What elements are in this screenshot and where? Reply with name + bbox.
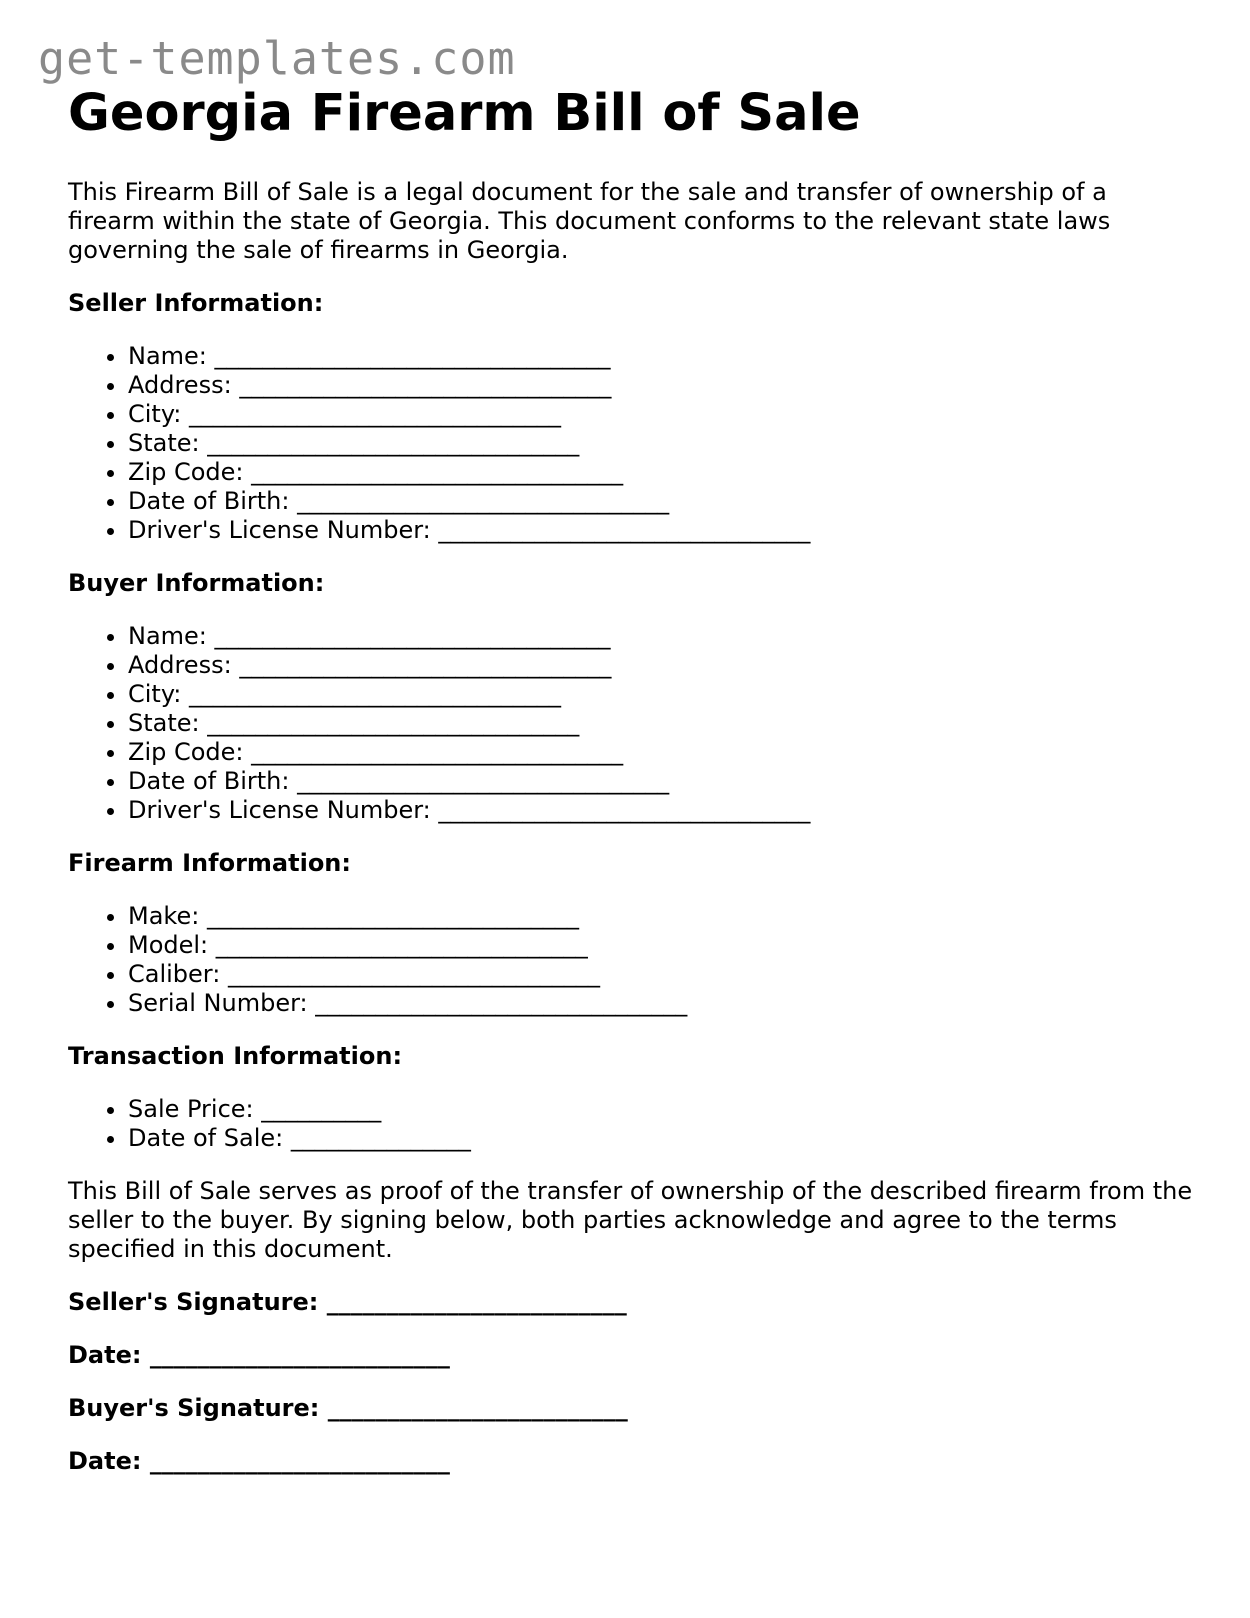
field-blank[interactable]: _______________________________ bbox=[297, 767, 670, 795]
buyer-signature-line[interactable] bbox=[68, 1394, 1198, 1423]
field-label: Zip Code: bbox=[128, 738, 244, 766]
signature-blank[interactable]: _________________________ bbox=[327, 1394, 628, 1422]
field-label: Model: bbox=[128, 931, 209, 959]
field-blank[interactable]: _______________________________ bbox=[297, 487, 670, 515]
seller-city-field[interactable] bbox=[128, 400, 1198, 429]
field-blank[interactable]: _______________________________ bbox=[207, 709, 580, 737]
field-label: Address: bbox=[128, 371, 232, 399]
field-blank[interactable]: _______________________________ bbox=[189, 400, 562, 428]
field-label: Date of Birth: bbox=[128, 487, 290, 515]
signature-blank[interactable]: _________________________ bbox=[149, 1341, 450, 1369]
sale-date-field[interactable] bbox=[128, 1124, 1198, 1153]
signature-label: Date: bbox=[68, 1447, 142, 1475]
buyer-state-field[interactable] bbox=[128, 709, 1198, 738]
firearm-fields bbox=[68, 902, 1198, 1018]
field-blank[interactable]: _______________________________ bbox=[207, 429, 580, 457]
field-blank[interactable]: _______________________________ bbox=[315, 989, 688, 1017]
seller-date-line[interactable] bbox=[68, 1341, 1198, 1370]
field-label: Name: bbox=[128, 622, 207, 650]
sale-price-field[interactable] bbox=[128, 1095, 1198, 1124]
field-label: Caliber: bbox=[128, 960, 221, 988]
field-label: Driver's License Number: bbox=[128, 796, 431, 824]
buyer-license-field[interactable] bbox=[128, 796, 1198, 825]
seller-license-field[interactable] bbox=[128, 516, 1198, 545]
firearm-section-heading: Firearm Information: bbox=[68, 849, 351, 877]
field-blank[interactable]: _______________________________ bbox=[239, 371, 612, 399]
document-body bbox=[68, 178, 1198, 1500]
buyer-city-field[interactable] bbox=[128, 680, 1198, 709]
field-label: Name: bbox=[128, 342, 207, 370]
field-blank[interactable]: _______________________________ bbox=[227, 960, 600, 988]
seller-fields bbox=[68, 342, 1198, 545]
buyer-zip-field[interactable] bbox=[128, 738, 1198, 767]
buyer-dob-field[interactable] bbox=[128, 767, 1198, 796]
transaction-fields bbox=[68, 1095, 1198, 1153]
seller-state-field[interactable] bbox=[128, 429, 1198, 458]
field-blank[interactable]: _______________________________ bbox=[189, 680, 562, 708]
field-blank[interactable]: _______________ bbox=[290, 1124, 471, 1152]
field-blank[interactable]: _______________________________ bbox=[215, 931, 588, 959]
buyer-name-field[interactable] bbox=[128, 622, 1198, 651]
field-label: Sale Price: bbox=[128, 1095, 254, 1123]
firearm-serial-field[interactable] bbox=[128, 989, 1198, 1018]
firearm-make-field[interactable] bbox=[128, 902, 1198, 931]
field-label: Date of Sale: bbox=[128, 1124, 284, 1152]
field-label: Driver's License Number: bbox=[128, 516, 431, 544]
watermark: get-templates.com bbox=[38, 32, 516, 85]
buyer-fields bbox=[68, 622, 1198, 825]
field-blank[interactable]: _______________________________ bbox=[251, 458, 624, 486]
seller-address-field[interactable] bbox=[128, 371, 1198, 400]
document-title: Georgia Firearm Bill of Sale bbox=[68, 84, 861, 143]
closing-paragraph: This Bill of Sale serves as proof of the transfer of ownership of the described firearm from the seller to the buyer. By signing below, both parties acknowledge and agree to the terms specified in this document. bbox=[68, 1177, 1193, 1263]
field-label: Serial Number: bbox=[128, 989, 308, 1017]
signature-label: Seller's Signature: bbox=[68, 1288, 319, 1316]
field-blank[interactable]: _______________________________ bbox=[438, 516, 811, 544]
buyer-date-line[interactable] bbox=[68, 1447, 1198, 1476]
field-blank[interactable]: _______________________________ bbox=[239, 651, 612, 679]
seller-dob-field[interactable] bbox=[128, 487, 1198, 516]
field-blank[interactable]: _______________________________ bbox=[251, 738, 624, 766]
seller-name-field[interactable] bbox=[128, 342, 1198, 371]
field-blank[interactable]: _______________________________ bbox=[206, 902, 579, 930]
seller-zip-field[interactable] bbox=[128, 458, 1198, 487]
field-label: City: bbox=[128, 400, 182, 428]
field-blank[interactable]: _________________________________ bbox=[214, 342, 611, 370]
signature-label: Date: bbox=[68, 1341, 142, 1369]
field-label: Zip Code: bbox=[128, 458, 244, 486]
field-label: State: bbox=[128, 429, 200, 457]
intro-paragraph: This Firearm Bill of Sale is a legal document for the sale and transfer of ownership of a firearm within the state of Georgia. This document conforms to the relevant state laws governing the sale of firearms in Georgia. bbox=[68, 178, 1111, 264]
field-label: State: bbox=[128, 709, 200, 737]
firearm-caliber-field[interactable] bbox=[128, 960, 1198, 989]
signature-blank[interactable]: _________________________ bbox=[149, 1447, 450, 1475]
field-label: City: bbox=[128, 680, 182, 708]
signature-blank[interactable]: _________________________ bbox=[326, 1288, 627, 1316]
buyer-section-heading: Buyer Information: bbox=[68, 569, 325, 597]
field-label: Address: bbox=[128, 651, 232, 679]
firearm-model-field[interactable] bbox=[128, 931, 1198, 960]
transaction-section-heading: Transaction Information: bbox=[68, 1042, 403, 1070]
field-label: Date of Birth: bbox=[128, 767, 290, 795]
field-blank[interactable]: __________ bbox=[261, 1095, 382, 1123]
seller-signature-line[interactable] bbox=[68, 1288, 1198, 1317]
field-label: Make: bbox=[128, 902, 200, 930]
field-blank[interactable]: _________________________________ bbox=[214, 622, 611, 650]
buyer-address-field[interactable] bbox=[128, 651, 1198, 680]
seller-section-heading: Seller Information: bbox=[68, 289, 324, 317]
field-blank[interactable]: _______________________________ bbox=[438, 796, 811, 824]
signature-label: Buyer's Signature: bbox=[68, 1394, 320, 1422]
